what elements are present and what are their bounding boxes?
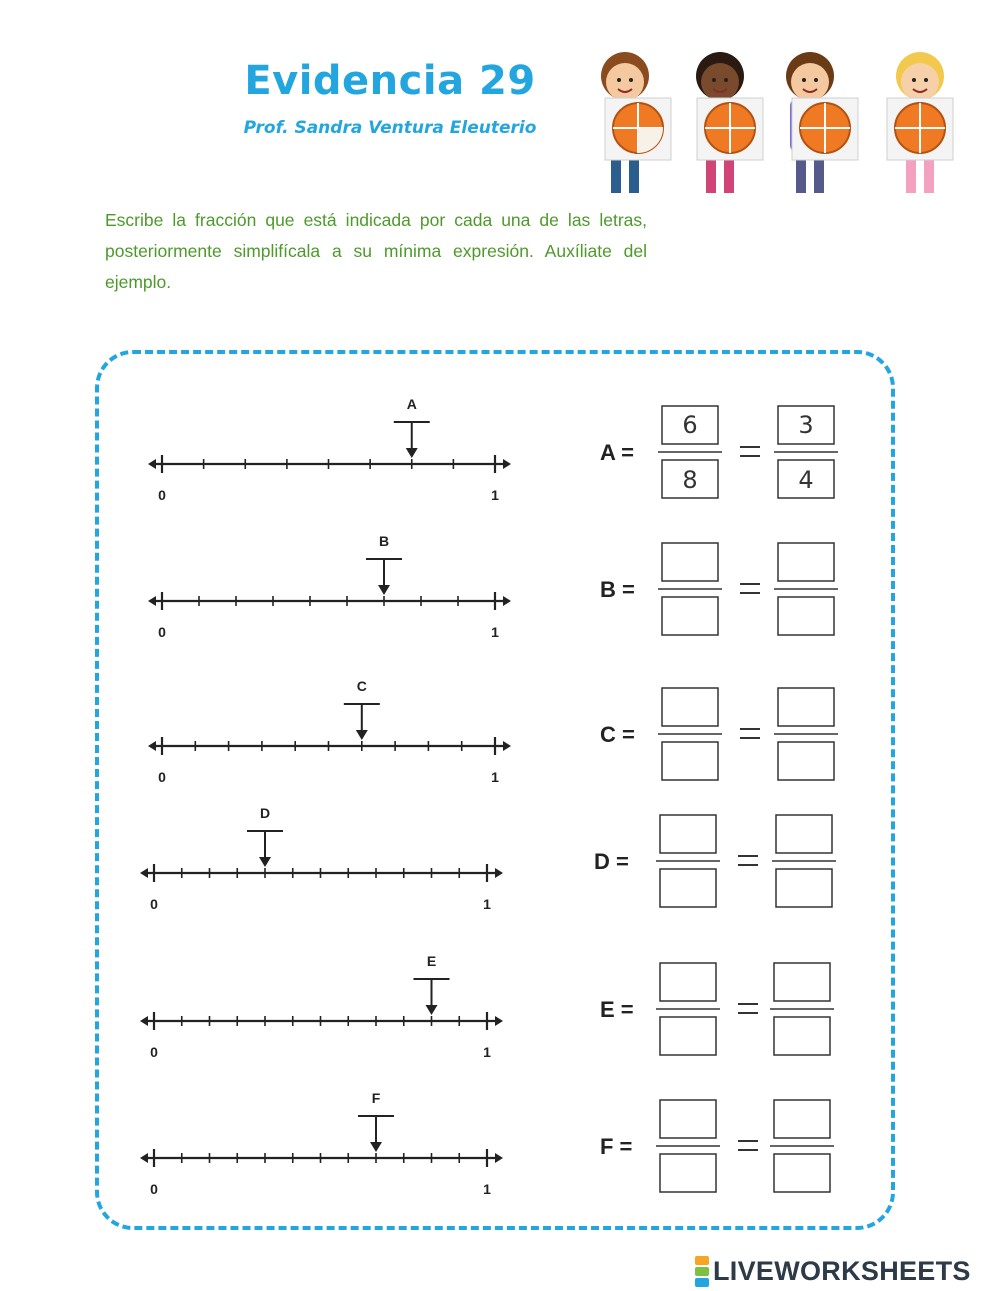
- start-label: 0: [158, 487, 166, 503]
- simplified-numerator-box: [774, 963, 830, 1001]
- left-arrow-icon: [148, 459, 156, 469]
- right-arrow-icon: [503, 741, 511, 751]
- simplified-numerator-box: [778, 688, 834, 726]
- simplified-denominator-box: [776, 869, 832, 907]
- end-label: 1: [491, 487, 499, 503]
- equation-label: A =: [600, 440, 635, 465]
- equation-label: F =: [600, 1134, 633, 1159]
- left-arrow-icon: [140, 868, 148, 878]
- right-arrow-icon: [495, 1016, 503, 1026]
- point-letter: C: [356, 678, 367, 694]
- left-arrow-icon: [140, 1153, 148, 1163]
- right-arrow-icon: [495, 1153, 503, 1163]
- end-label: 1: [483, 896, 491, 912]
- exercise-b: [148, 533, 838, 640]
- equation-label: E =: [600, 997, 634, 1022]
- liveworksheets-logo-icon: [695, 1255, 709, 1288]
- start-label: 0: [158, 769, 166, 785]
- end-label: 1: [491, 624, 499, 640]
- simplified-numerator-value: 3: [798, 411, 814, 439]
- simplified-denominator-value: 4: [798, 466, 814, 494]
- end-label: 1: [483, 1044, 491, 1060]
- fraction-denominator-box: [660, 1017, 716, 1055]
- pointer-arrow-icon: [259, 857, 271, 867]
- exercise-a: [148, 396, 838, 503]
- fraction-denominator-box: [660, 869, 716, 907]
- simplified-numerator-box: [774, 1100, 830, 1138]
- exercise-d: [140, 805, 836, 912]
- instructions-text: Escribe la fracción que está indicada por cada una de las letras, posteriormente simplifícala a su mínima expresión. Auxíliate del ejemplo.: [105, 210, 647, 292]
- simplified-denominator-box: [774, 1154, 830, 1192]
- start-label: 0: [158, 624, 166, 640]
- right-arrow-icon: [495, 868, 503, 878]
- pointer-arrow-icon: [370, 1142, 382, 1152]
- point-letter: B: [378, 533, 390, 549]
- fraction-numerator-box: [660, 1100, 716, 1138]
- start-label: 0: [150, 1044, 158, 1060]
- simplified-numerator-box: [778, 543, 834, 581]
- fraction-denominator-box: [662, 597, 718, 635]
- left-arrow-icon: [148, 596, 156, 606]
- pointer-arrow-icon: [406, 448, 418, 458]
- equation-label: B =: [600, 577, 635, 602]
- point-letter: D: [259, 805, 271, 821]
- exercise-f: [140, 1090, 834, 1197]
- exercise-e: [140, 953, 834, 1060]
- end-label: 1: [491, 769, 499, 785]
- pointer-arrow-icon: [356, 730, 368, 740]
- equation-label: D =: [594, 849, 629, 874]
- pointer-arrow-icon: [426, 1005, 438, 1015]
- page-title: Evidencia 29: [244, 58, 536, 104]
- point-letter: A: [406, 396, 417, 412]
- point-letter: F: [371, 1090, 381, 1106]
- left-arrow-icon: [148, 741, 156, 751]
- start-label: 0: [150, 896, 158, 912]
- start-label: 0: [150, 1181, 158, 1197]
- fraction-denominator-value: 8: [682, 466, 698, 494]
- fraction-numerator-box: [662, 543, 718, 581]
- fraction-denominator-box: [662, 742, 718, 780]
- fraction-numerator-box: [660, 963, 716, 1001]
- fraction-numerator-box: [660, 815, 716, 853]
- page-subtitle: Prof. Sandra Ventura Eleuterio: [243, 118, 537, 138]
- fraction-numerator-box: [662, 688, 718, 726]
- end-label: 1: [483, 1181, 491, 1197]
- exercise-c: [148, 678, 838, 785]
- left-arrow-icon: [140, 1016, 148, 1026]
- simplified-denominator-box: [774, 1017, 830, 1055]
- liveworksheets-logo: [695, 1255, 971, 1288]
- point-letter: E: [426, 953, 437, 969]
- simplified-numerator-box: [776, 815, 832, 853]
- right-arrow-icon: [503, 459, 511, 469]
- right-arrow-icon: [503, 596, 511, 606]
- fraction-numerator-value: 6: [682, 411, 698, 439]
- liveworksheets-brand: LIVEWORKSHEETS: [713, 1256, 971, 1286]
- simplified-denominator-box: [778, 742, 834, 780]
- simplified-denominator-box: [778, 597, 834, 635]
- equation-label: C =: [600, 722, 635, 747]
- fraction-denominator-box: [660, 1154, 716, 1192]
- pointer-arrow-icon: [378, 585, 390, 595]
